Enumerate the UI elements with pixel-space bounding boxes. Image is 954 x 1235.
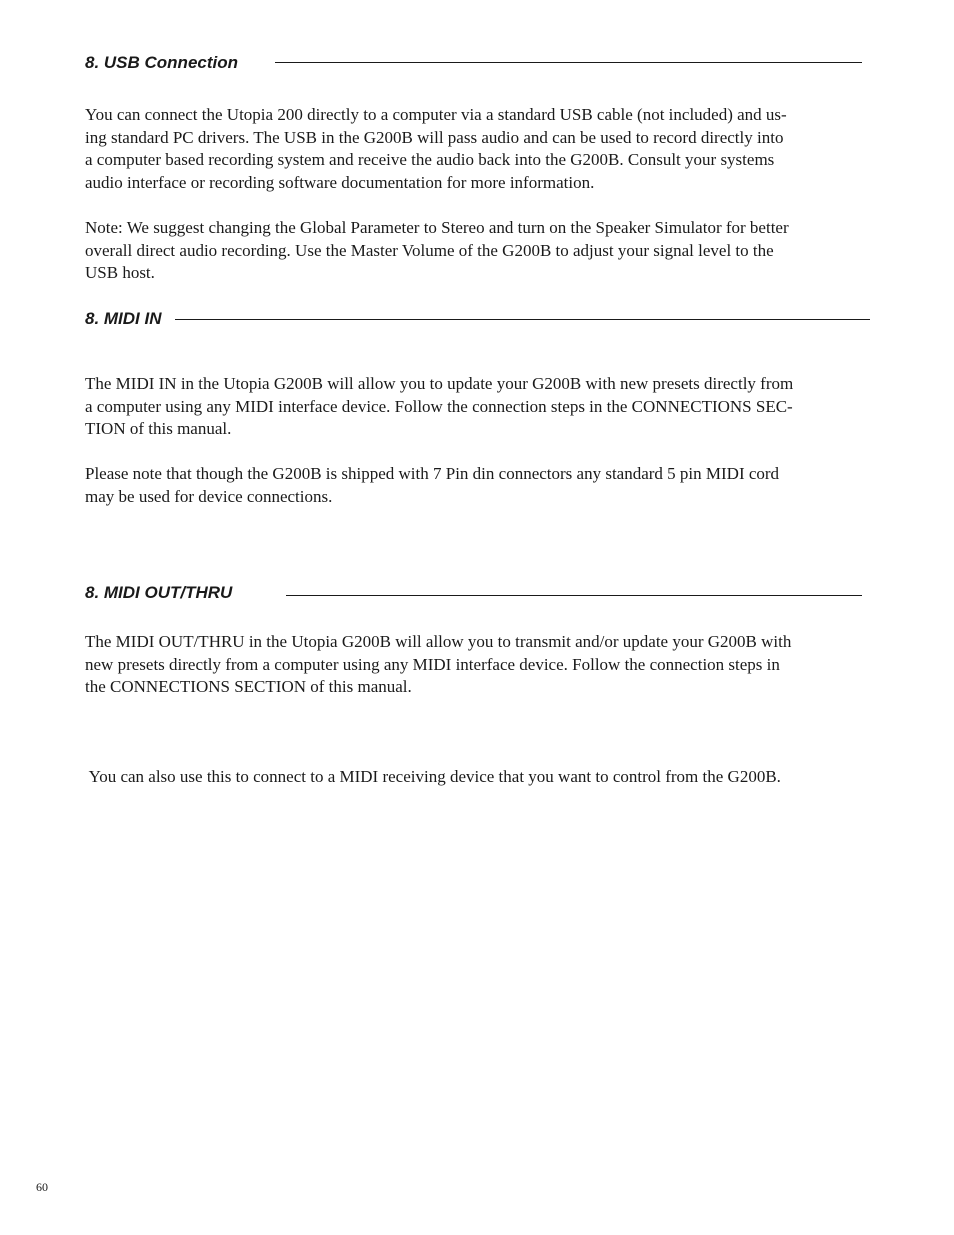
text-line: a computer using any MIDI interface device. Follow the connection steps in the CONNECTIONS SEC-	[85, 396, 793, 416]
text-line: The MIDI IN in the Utopia G200B will allow you to update your G200B with new presets directly from	[85, 374, 794, 393]
heading-rule	[286, 595, 862, 596]
section-heading-midi-out-thru: 8. MIDI OUT/THRU	[85, 583, 233, 602]
text-line: overall direct audio recording. Use the Master Volume of the G200B to adjust your signal level to the	[85, 240, 774, 260]
text-line: You can also use this to connect to a MIDI receiving device that you want to control from the G200B.	[85, 767, 781, 786]
paragraph	[85, 104, 875, 194]
text-line: Please note that though the G200B is shipped with 7 Pin din connectors any standard 5 pin MIDI cord	[85, 464, 780, 483]
paragraph	[85, 217, 875, 285]
section-heading-usb-connection: 8. USB Connection	[85, 53, 239, 72]
text-line: TION of this manual.	[85, 419, 232, 438]
paragraph	[85, 721, 875, 811]
section-heading-midi-in: 8. MIDI IN	[85, 309, 162, 328]
text-line: The MIDI OUT/THRU in the Utopia G200B will allow you to transmit and/or update your G200B with	[85, 632, 792, 651]
text-line: a computer based recording system and receive the audio back into the G200B. Consult your systems	[85, 150, 775, 169]
heading-rule	[275, 62, 862, 63]
paragraph	[85, 463, 875, 508]
text-line: may be used for device connections.	[85, 486, 333, 506]
paragraph	[85, 631, 875, 699]
text-line: new presets directly from a computer using any MIDI interface device. Follow the connection steps in	[85, 654, 780, 674]
text-line: ing standard PC drivers. The USB in the G200B will pass audio and can be used to record directly into	[85, 127, 784, 147]
page-number: 60	[36, 1180, 48, 1194]
text-line: You can connect the Utopia 200 directly to a computer via a standard USB cable (not included) and us-	[85, 105, 787, 124]
text-line: audio interface or recording software documentation for more information.	[85, 172, 595, 192]
text-line: the CONNECTIONS SECTION of this manual.	[85, 677, 412, 696]
paragraph	[85, 373, 875, 441]
heading-rule	[175, 319, 870, 320]
text-line: USB host.	[85, 263, 155, 282]
text-line: Note: We suggest changing the Global Parameter to Stereo and turn on the Speaker Simulator for better	[85, 218, 789, 237]
